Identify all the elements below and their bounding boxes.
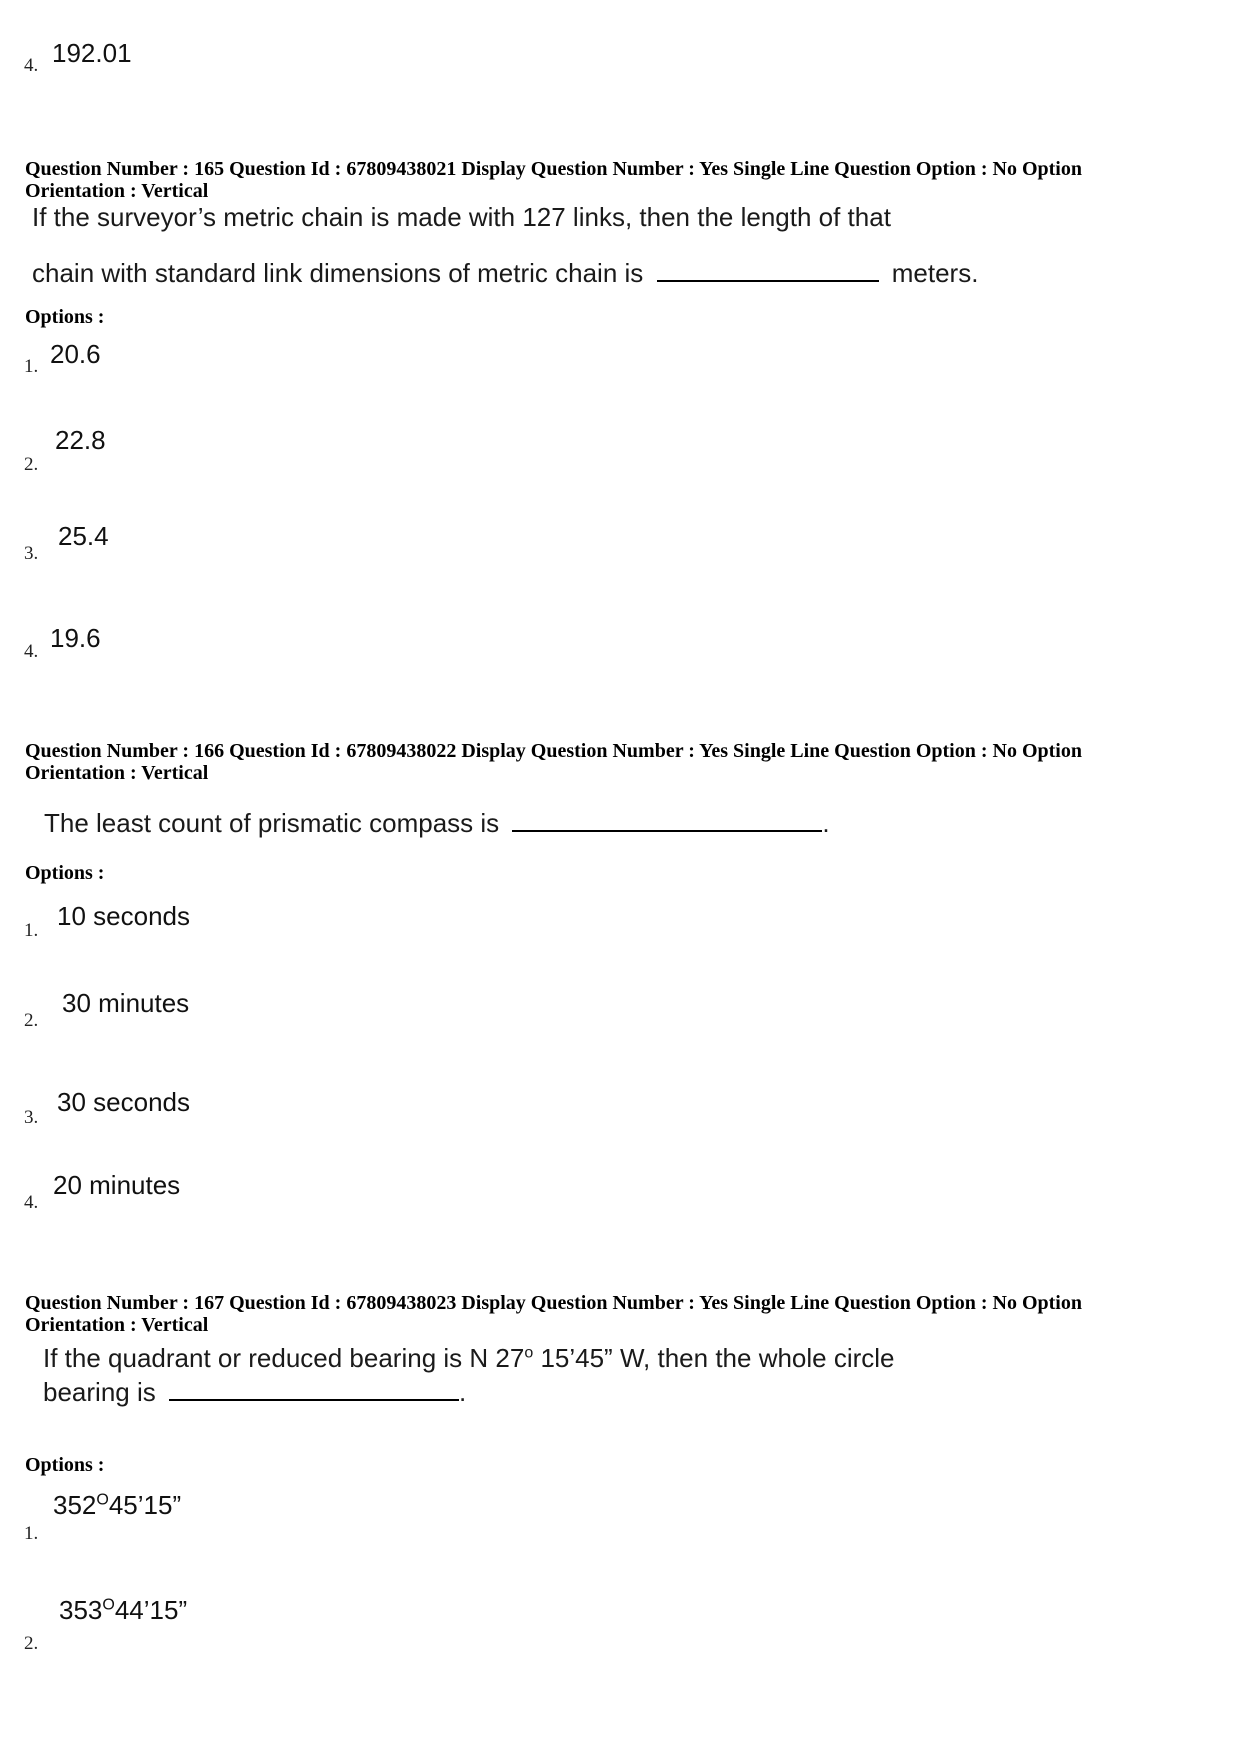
question-header-line1: Question Number : 167 Question Id : 67809438023 Display Question Number : Yes Single Line Question Option : No Option <box>25 1292 1082 1314</box>
question-text-part: The least count of prismatic compass is <box>44 808 500 838</box>
option-text: 10 seconds <box>57 901 190 931</box>
question-text-line2 <box>43 1377 466 1408</box>
option-text-part: 352 <box>53 1490 97 1520</box>
question-text-line1 <box>43 1343 895 1374</box>
question-text-part: If the quadrant or reduced bearing is N 27 <box>43 1343 525 1373</box>
option-number: 2. <box>24 454 39 475</box>
question-header-line1: Question Number : 166 Question Id : 67809438022 Display Question Number : Yes Single Line Question Option : No Option <box>25 740 1082 762</box>
option-text: 192.01 <box>52 38 132 68</box>
option-text: 25.4 <box>58 521 109 551</box>
option-number: 2. <box>24 1010 39 1031</box>
question-text-part: chain with standard link dimensions of metric chain is <box>32 258 644 288</box>
degree-symbol: O <box>102 1596 115 1614</box>
question-header <box>25 1292 1082 1336</box>
question-header-line2: Orientation : Vertical <box>25 762 209 784</box>
option-text: 19.6 <box>50 623 101 653</box>
answer-blank <box>512 829 822 832</box>
option-number: 1. <box>24 920 39 941</box>
question-header <box>25 158 1082 202</box>
option-text-part: 45’15” <box>108 1490 182 1520</box>
question-text-part: 15’45” W, then the whole circle <box>533 1343 895 1373</box>
answer-blank <box>169 1398 459 1401</box>
option-text: 30 minutes <box>62 988 190 1018</box>
question-text-part: bearing is <box>43 1377 156 1407</box>
degree-symbol: o <box>524 1344 534 1362</box>
question-text-part: meters. <box>891 258 979 288</box>
option-text <box>53 1490 181 1521</box>
question-text-end: . <box>822 808 830 838</box>
options-label: Options : <box>25 862 105 884</box>
options-label: Options : <box>25 1454 105 1476</box>
question-text-line1 <box>44 808 830 839</box>
option-text-part: 44’15” <box>114 1595 188 1625</box>
question-header-line2: Orientation : Vertical <box>25 1314 209 1336</box>
option-text: 22.8 <box>55 425 106 455</box>
question-header <box>25 740 1082 784</box>
question-text-end: . <box>458 1377 467 1407</box>
question-text-line1: If the surveyor’s metric chain is made with 127 links, then the length of that <box>32 202 891 232</box>
option-text: 30 seconds <box>57 1087 190 1117</box>
option-text-part: 353 <box>59 1595 103 1625</box>
degree-symbol: O <box>96 1491 109 1509</box>
options-label: Options : <box>25 306 105 328</box>
option-text <box>59 1595 187 1626</box>
option-text: 20.6 <box>50 339 101 369</box>
question-header-line1: Question Number : 165 Question Id : 67809438021 Display Question Number : Yes Single Line Question Option : No Option <box>25 158 1082 180</box>
option-number: 4. <box>24 641 39 662</box>
question-header-line2: Orientation : Vertical <box>25 180 209 202</box>
option-number: 3. <box>24 543 39 564</box>
question-text-line2 <box>32 258 978 289</box>
option-number: 4. <box>24 1192 39 1213</box>
answer-blank <box>657 279 879 282</box>
option-number: 2. <box>24 1633 39 1654</box>
option-text: 20 minutes <box>53 1170 181 1200</box>
option-number: 3. <box>24 1107 39 1128</box>
option-number: 4. <box>24 55 39 76</box>
option-number: 1. <box>24 1523 39 1544</box>
option-number: 1. <box>24 356 39 377</box>
